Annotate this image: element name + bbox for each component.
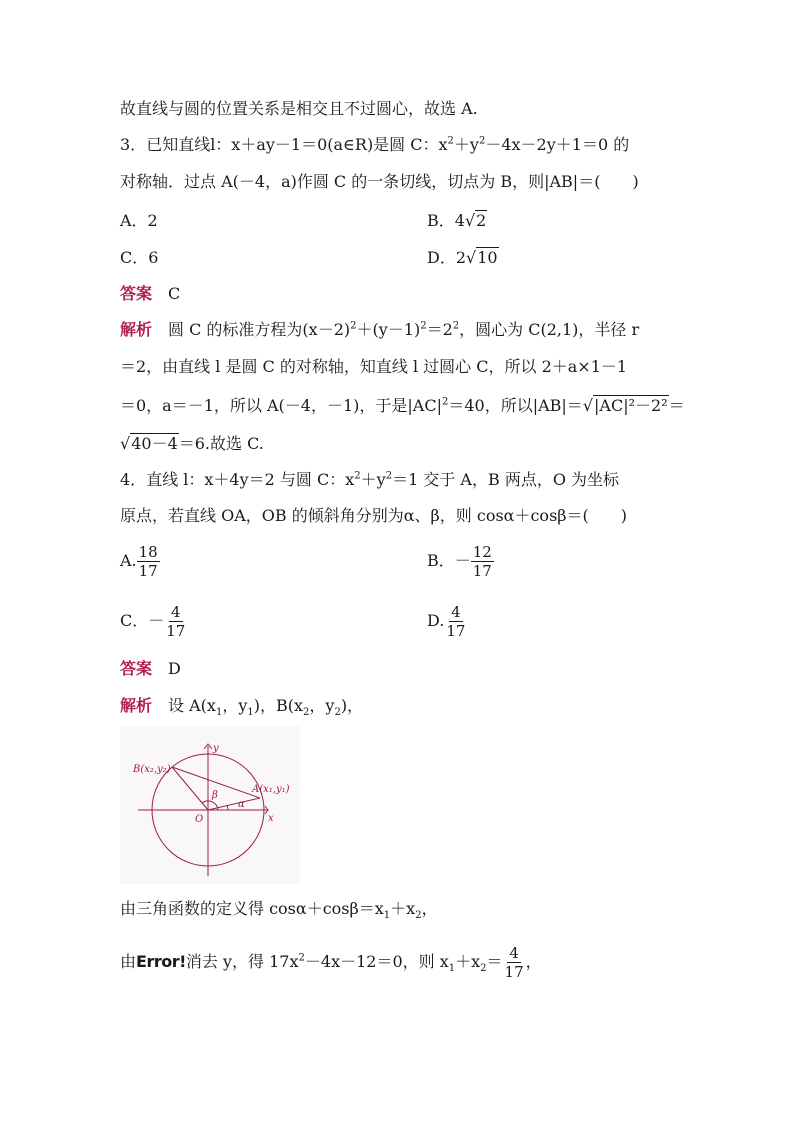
sqrt-symbol	[583, 396, 669, 416]
sqrt-symbol	[465, 211, 487, 231]
q3-analysis-line4	[120, 434, 264, 454]
sup: 2	[298, 952, 305, 964]
label-beta: β	[212, 790, 218, 801]
q3-a1c: ＝2	[426, 320, 453, 339]
q4-answer-value: D	[168, 659, 181, 678]
q3-analysis-line1	[120, 320, 639, 340]
q4-opt-c-label: C．－	[120, 611, 165, 630]
q3-option-d	[427, 248, 499, 268]
sup: 2	[452, 320, 460, 332]
sup: 2	[441, 396, 449, 408]
frac-num: 4	[509, 944, 519, 962]
q4-answer	[120, 659, 181, 679]
sqrt-symbol	[466, 248, 499, 268]
q4-analysis-line1	[120, 696, 364, 719]
sub: 2	[480, 963, 487, 975]
q3-a4-rad: 40－4	[131, 434, 178, 453]
q3-a1a: 圆 C 的标准方程为(x－2)	[168, 320, 351, 339]
q4-a1b: ，y	[222, 696, 248, 715]
q3-stem-1b: ＋y	[453, 135, 479, 154]
fraction	[137, 543, 160, 580]
frac-den: 17	[504, 963, 524, 981]
q3-answer	[120, 284, 180, 304]
sub: 1	[383, 910, 391, 922]
q4-after-line1	[120, 899, 438, 922]
q4-a1a: 设 A(x	[168, 696, 216, 715]
q4-a1e: )，	[340, 696, 364, 715]
radical-sign: √	[464, 211, 476, 230]
q3-a3b: ＝40，所以|AB|＝	[448, 396, 583, 415]
frac-den: 17	[138, 562, 158, 580]
fraction	[164, 603, 187, 640]
q4-after-line2	[120, 944, 542, 981]
frac-num: 4	[451, 603, 461, 621]
q3-analysis-line3	[120, 396, 685, 416]
q4-option-b	[427, 543, 494, 580]
q4-option-d	[427, 603, 467, 640]
q4-l2f: ，	[525, 952, 542, 971]
label-B: B(x₂,y₂)	[133, 764, 171, 775]
radical-sign: √	[466, 248, 477, 267]
sub: 2	[303, 707, 310, 719]
sup: 2	[478, 135, 486, 147]
q4-l2b: 消去 y，得 17x	[185, 952, 299, 971]
frac-den: 17	[166, 622, 186, 640]
q4-opt-d-label: D.	[427, 611, 445, 630]
q3-option-d-pre: D．2	[427, 248, 467, 267]
q4-opt-a-label: A.	[120, 551, 137, 570]
q4-stem-line2: 原点，若直线 OA，OB 的倾斜角分别为α、β，则 cosα＋cosβ＝( )	[120, 506, 628, 525]
q4-l2a: 由	[120, 952, 137, 971]
q4-l2e: ＝	[486, 952, 503, 971]
sub: 1	[247, 707, 254, 719]
fraction	[503, 944, 526, 981]
q3-a3a: ＝0，a＝－1，所以 A(－4，－1)，于是|AC|	[120, 396, 442, 415]
radical-sign: √	[582, 396, 594, 415]
frac-den: 17	[446, 622, 466, 640]
q3-answer-value: C	[168, 284, 181, 303]
q3-stem-line2: 对称轴．过点 A(－4，a)作圆 C 的一条切线，切点为 B，则|AB|＝( )	[120, 172, 639, 191]
sub: 1	[448, 963, 456, 975]
q4-a1c: )，B(x	[253, 696, 304, 715]
analysis-label: 解析	[120, 696, 153, 715]
sup: 2	[420, 320, 427, 332]
label-A: A(x₁,y₁)	[252, 784, 290, 795]
q4-l1a: 由三角函数的定义得 cosα＋cosβ＝x	[120, 899, 384, 918]
q3-stem-1c: －4x－2y＋1＝0 的	[485, 135, 630, 154]
q3-a3-rad: |AC|²－2²	[594, 396, 668, 415]
q3-option-a: A．2	[120, 211, 158, 230]
sub: 2	[415, 910, 422, 922]
frac-num: 12	[472, 543, 492, 561]
q4-stem-line1	[120, 470, 619, 490]
q4-opt-b-label: B．－	[427, 551, 471, 570]
q3-option-d-rad: 10	[477, 248, 498, 267]
q4-number: 4．	[120, 470, 147, 489]
q4-l2d: ＋x	[455, 952, 481, 971]
label-alpha: α	[238, 799, 245, 810]
q4-s1a: 直线 l：x＋4y＝2 与圆 C：x	[146, 470, 355, 489]
q3-option-b-rad: 2	[476, 211, 487, 230]
frac-den: 17	[472, 562, 492, 580]
q3-option-b-pre: B．4	[427, 211, 465, 230]
label-x: x	[268, 813, 274, 824]
q3-option-c: C．6	[120, 248, 159, 267]
q3-number: 3．	[120, 135, 147, 154]
error-text: Error!	[136, 952, 186, 971]
q4-s1b: ＋y	[360, 470, 386, 489]
sqrt-symbol	[120, 434, 179, 454]
q4-option-a	[120, 543, 160, 580]
sup: 2	[354, 470, 361, 482]
frac-num: 4	[171, 603, 181, 621]
fraction	[471, 543, 494, 580]
q3-stem-line1	[120, 135, 629, 155]
q4-s1c: ＝1 交于 A，B 两点，O 为坐标	[392, 470, 620, 489]
fraction	[444, 603, 467, 640]
sup: 2	[385, 470, 393, 482]
q3-a3c: ＝	[668, 396, 685, 415]
sup: 2	[350, 320, 357, 332]
intro-line: 故直线与圆的位置关系是相交且不过圆心，故选 A.	[120, 99, 478, 118]
q3-a4-tail: ＝6.故选 C.	[178, 434, 264, 453]
sub: 2	[334, 707, 341, 719]
q4-l1c: ，	[421, 899, 438, 918]
q3-analysis-line2: ＝2，由直线 l 是圆 C 的对称轴，知直线 l 过圆心 C，所以 2＋a×1－1	[120, 357, 628, 376]
label-y: y	[213, 743, 219, 754]
analysis-label: 解析	[120, 320, 153, 339]
unit-circle-svg	[120, 726, 300, 884]
q4-l1b: ＋x	[390, 899, 416, 918]
label-O: O	[195, 814, 204, 825]
frac-num: 18	[138, 543, 158, 561]
radical-sign: √	[120, 434, 131, 453]
answer-label: 答案	[120, 659, 153, 678]
q4-l2c: －4x－12＝0，则 x	[304, 952, 449, 971]
q4-option-c	[120, 603, 187, 640]
q3-stem-1a: 已知直线l：x＋ay－1＝0(a∈R)是圆 C：x	[146, 135, 448, 154]
q3-a1d: ，圆心为 C(2,1)，半径 r	[459, 320, 640, 339]
sub: 1	[215, 707, 223, 719]
q3-a1b: ＋(y－1)	[356, 320, 421, 339]
q3-option-b	[427, 211, 487, 231]
unit-circle-figure	[120, 726, 300, 884]
q4-a1d: ，y	[309, 696, 335, 715]
sup: 2	[447, 135, 454, 147]
answer-label: 答案	[120, 284, 153, 303]
